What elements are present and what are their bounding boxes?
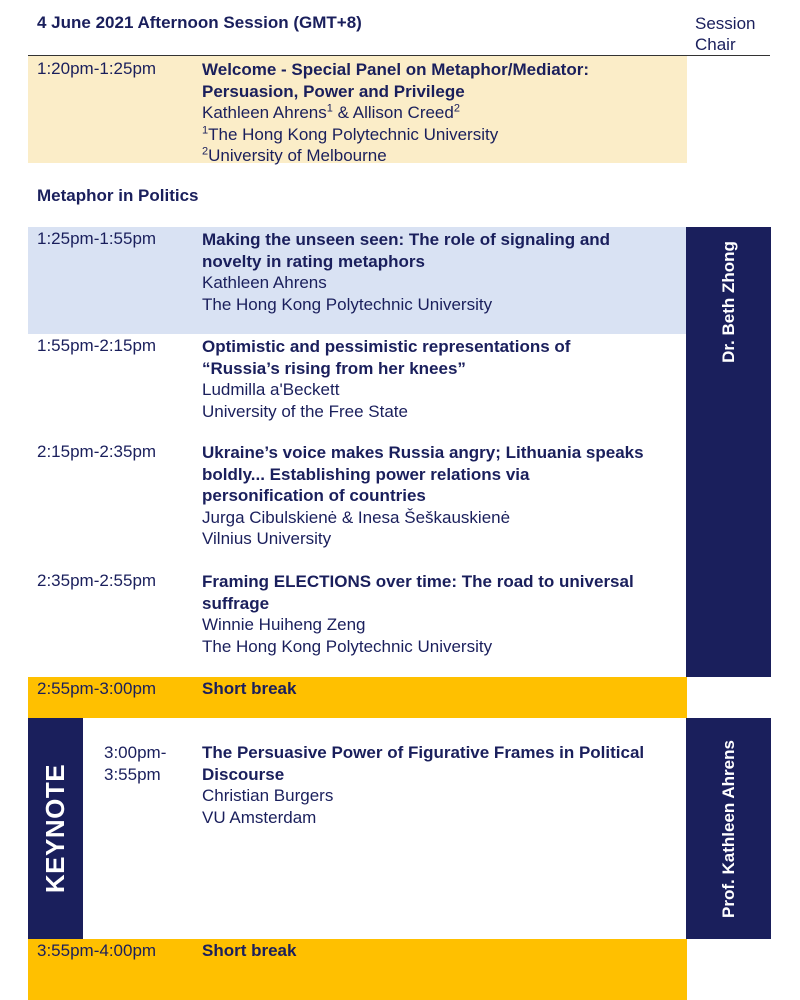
section-title: Metaphor in Politics: [37, 186, 199, 205]
session-chair-bar-1: [686, 227, 771, 677]
welcome-aff2-sup: 2: [202, 145, 209, 158]
talk3-affiliation: Vilnius University: [202, 529, 332, 548]
talk1-title-line1: Making the unseen seen: The role of signaling and: [202, 230, 611, 249]
session-chair-label-line1: Session: [695, 14, 756, 33]
talk3-author: Jurga Cibulskienė & Inesa Šeškauskienė: [202, 507, 511, 527]
welcome-authors: [202, 102, 682, 124]
keynote-author: Christian Burgers: [202, 786, 334, 805]
welcome-author1-sup: 1: [326, 102, 333, 115]
welcome-author1: Kathleen Ahrens: [202, 103, 327, 122]
break1-label: Short break: [202, 679, 297, 698]
session-title: 4 June 2021 Afternoon Session (GMT+8): [37, 13, 362, 32]
session-chair-bar-2: [686, 718, 771, 939]
talk3-time: 2:15pm-2:35pm: [37, 442, 157, 461]
talk1-affiliation: The Hong Kong Polytechnic University: [202, 294, 493, 314]
break2-label: Short break: [202, 941, 297, 960]
break1-time: 2:55pm-3:00pm: [37, 679, 157, 698]
break2-time: 3:55pm-4:00pm: [37, 941, 157, 960]
welcome-affiliation-2: [202, 145, 682, 167]
session-chair-1-name: Dr. Beth Zhong: [718, 241, 738, 363]
talk4-time: 2:35pm-2:55pm: [37, 571, 157, 590]
talk3-title-line1: Ukraine’s voice makes Russia angry; Lithuania speaks: [202, 443, 644, 462]
talk2-affiliation: University of the Free State: [202, 401, 408, 421]
keynote-title-line1: The Persuasive Power of Figurative Frames in Political: [202, 743, 645, 762]
keynote-tag-bar: [28, 718, 83, 939]
welcome-title-line1: Welcome - Special Panel on Metaphor/Mediator:: [202, 60, 589, 79]
talk2-title-line2: “Russia’s rising from her knees”: [202, 358, 466, 378]
talk3-block: [202, 442, 682, 550]
session-chair-header: [695, 13, 755, 55]
keynote-time: [104, 742, 166, 785]
session-chair-label-line2: Chair: [695, 35, 736, 54]
talk3-title-line3: personification of countries: [202, 486, 426, 505]
keynote-title-line2: Discourse: [202, 764, 285, 784]
talk4-title-line1: Framing ELECTIONS over time: The road to universal: [202, 572, 634, 591]
welcome-aff1-text: The Hong Kong Polytechnic University: [208, 124, 499, 144]
welcome-aff2-text: University of Melbourne: [208, 146, 387, 165]
welcome-time: 1:20pm-1:25pm: [37, 59, 157, 78]
talk1-block: [202, 229, 682, 315]
keynote-time-line2: 3:55pm: [104, 764, 161, 784]
talk2-author: Ludmilla a'Beckett: [202, 380, 340, 399]
welcome-block: [202, 59, 682, 167]
talk1-time: 1:25pm-1:55pm: [37, 229, 157, 248]
talk2-time: 1:55pm-2:15pm: [37, 336, 157, 355]
welcome-author2-sup: 2: [453, 102, 460, 115]
welcome-author2: & Allison Creed: [332, 103, 454, 122]
talk2-block: [202, 336, 682, 422]
talk4-title-line2: suffrage: [202, 593, 270, 613]
talk4-affiliation: The Hong Kong Polytechnic University: [202, 636, 493, 656]
welcome-title-line2: Persuasion, Power and Privilege: [202, 81, 465, 101]
talk3-title-line2: boldly... Establishing power relations via: [202, 464, 530, 484]
talk1-author: Kathleen Ahrens: [202, 273, 327, 292]
keynote-block: [202, 742, 682, 828]
keynote-affiliation: VU Amsterdam: [202, 807, 317, 827]
welcome-affiliation-1: [202, 124, 682, 146]
keynote-tag: KEYNOTE: [40, 763, 70, 894]
talk2-title-line1: Optimistic and pessimistic representations of: [202, 337, 571, 356]
welcome-aff1-sup: 1: [202, 123, 209, 136]
talk4-block: [202, 571, 682, 657]
keynote-time-line1: 3:00pm-: [104, 743, 167, 762]
session-chair-2-name: Prof. Kathleen Ahrens: [718, 739, 738, 918]
talk4-author: Winnie Huiheng Zeng: [202, 615, 366, 634]
talk1-title-line2: novelty in rating metaphors: [202, 251, 425, 271]
